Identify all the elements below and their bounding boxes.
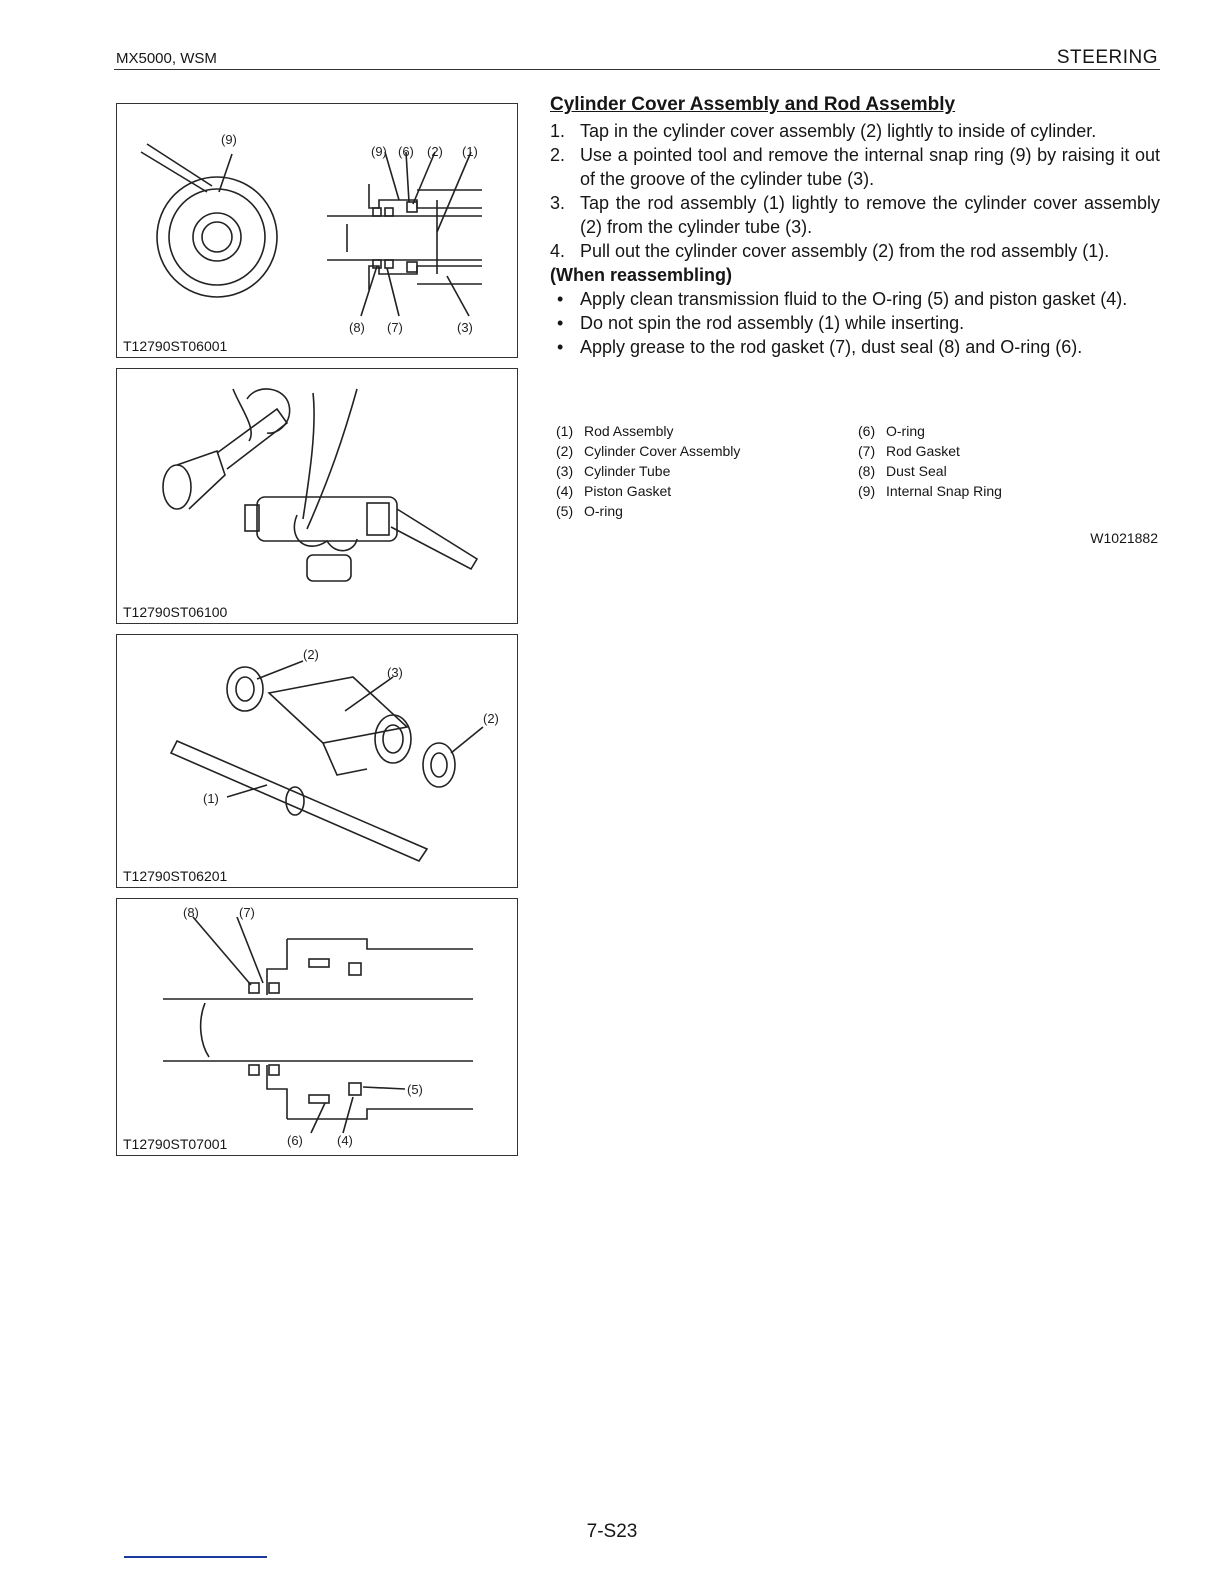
callout-7: (7) <box>387 320 403 335</box>
legend-number: (6) <box>858 423 876 439</box>
callout-2-right: (2) <box>483 711 499 726</box>
bullet-icon: • <box>557 337 564 357</box>
legend-item <box>858 441 1002 461</box>
callout-5: (5) <box>407 1082 423 1097</box>
note-text: Apply clean transmission fluid to the O-ring (5) and piston gasket (4). <box>580 289 1128 309</box>
legend-name: O-ring <box>584 503 623 519</box>
callout-3: (3) <box>387 665 403 680</box>
snap-ring-diagram <box>117 104 517 357</box>
note-item <box>550 287 1160 311</box>
figure-id: T12790ST06201 <box>123 868 228 884</box>
step-item <box>550 119 1160 143</box>
step-item <box>550 239 1160 263</box>
legend-item <box>858 421 1002 441</box>
legend-column-left <box>556 421 740 521</box>
legend-number: (2) <box>556 443 574 459</box>
bullet-icon: • <box>557 313 564 333</box>
note-text: Do not spin the rod assembly (1) while inserting. <box>580 313 965 333</box>
figure-exploded-cylinder <box>116 634 518 888</box>
page-number: 7-S23 <box>586 1521 638 1542</box>
callout-2-top: (2) <box>303 647 319 662</box>
procedure-text <box>550 94 1160 359</box>
document-code: W1021882 <box>1090 530 1158 546</box>
bullet-icon: • <box>557 289 564 309</box>
legend-item <box>556 481 740 501</box>
legend-number: (5) <box>556 503 574 519</box>
section-title: Cylinder Cover Assembly and Rod Assembly <box>550 94 956 115</box>
legend-number: (3) <box>556 463 574 479</box>
legend-column-right <box>858 421 1002 501</box>
legend-number: (9) <box>858 483 876 499</box>
step-text: Tap in the cylinder cover assembly (2) lightly to inside of cylinder. <box>580 121 1097 141</box>
step-number: 1. <box>550 121 566 141</box>
reassembly-notes <box>550 287 1160 359</box>
callout-9-left: (9) <box>221 132 237 147</box>
figure-rod-tapping <box>116 368 518 624</box>
rod-tapping-illustration <box>117 369 517 623</box>
callout-1: (1) <box>203 791 219 806</box>
legend-item <box>556 441 740 461</box>
step-item <box>550 143 1160 191</box>
callout-7: (7) <box>239 905 255 920</box>
callout-4: (4) <box>337 1133 353 1148</box>
legend-number: (7) <box>858 443 876 459</box>
note-text: Apply grease to the rod gasket (7), dust seal (8) and O-ring (6). <box>580 337 1083 357</box>
manual-title: MX5000, WSM <box>116 50 217 67</box>
legend-item <box>556 421 740 441</box>
step-number: 4. <box>550 241 566 261</box>
step-text: Tap the rod assembly (1) lightly to remove the cylinder cover assembly (2) from the cylinder tube (3). <box>580 193 1160 237</box>
legend-name: Rod Gasket <box>886 443 960 459</box>
chapter-title: STEERING <box>1056 47 1158 68</box>
callout-6: (6) <box>287 1133 303 1148</box>
step-number: 3. <box>550 193 566 213</box>
header-divider <box>114 69 1160 70</box>
note-item <box>550 335 1160 359</box>
callout-6: (6) <box>398 144 414 159</box>
note-item <box>550 311 1160 335</box>
callout-1: (1) <box>462 144 478 159</box>
callout-9: (9) <box>371 144 387 159</box>
legend-number: (4) <box>556 483 574 499</box>
reassembly-heading: (When reassembling) <box>550 265 733 285</box>
legend-number: (8) <box>858 463 876 479</box>
step-number: 2. <box>550 145 566 165</box>
exploded-cylinder-diagram <box>117 635 517 887</box>
legend-name: Rod Assembly <box>584 423 674 439</box>
legend-item <box>858 481 1002 501</box>
procedure-steps <box>550 119 1160 263</box>
figure-seal-cross-section <box>116 898 518 1156</box>
step-text: Pull out the cylinder cover assembly (2) from the rod assembly (1). <box>580 241 1110 261</box>
legend-item <box>556 501 740 521</box>
figure-id: T12790ST07001 <box>123 1136 228 1152</box>
figure-snap-ring-removal <box>116 103 518 358</box>
legend-name: O-ring <box>886 423 925 439</box>
seal-cross-section-diagram <box>117 899 517 1155</box>
legend-name: Piston Gasket <box>584 483 672 499</box>
callout-8: (8) <box>349 320 365 335</box>
legend-item <box>556 461 740 481</box>
legend-name: Internal Snap Ring <box>886 483 1002 499</box>
legend-number: (1) <box>556 423 574 439</box>
callout-2: (2) <box>427 144 443 159</box>
legend-name: Dust Seal <box>886 463 947 479</box>
callout-3: (3) <box>457 320 473 335</box>
figure-id: T12790ST06001 <box>123 338 228 354</box>
step-text: Use a pointed tool and remove the internal snap ring (9) by raising it out of the groove of the cylinder tube (3). <box>580 145 1160 189</box>
legend-item <box>858 461 1002 481</box>
legend-name: Cylinder Cover Assembly <box>584 443 741 459</box>
footer-rule <box>124 1556 267 1558</box>
legend-name: Cylinder Tube <box>584 463 671 479</box>
figure-id: T12790ST06100 <box>123 604 228 620</box>
step-item <box>550 191 1160 239</box>
callout-8: (8) <box>183 905 199 920</box>
